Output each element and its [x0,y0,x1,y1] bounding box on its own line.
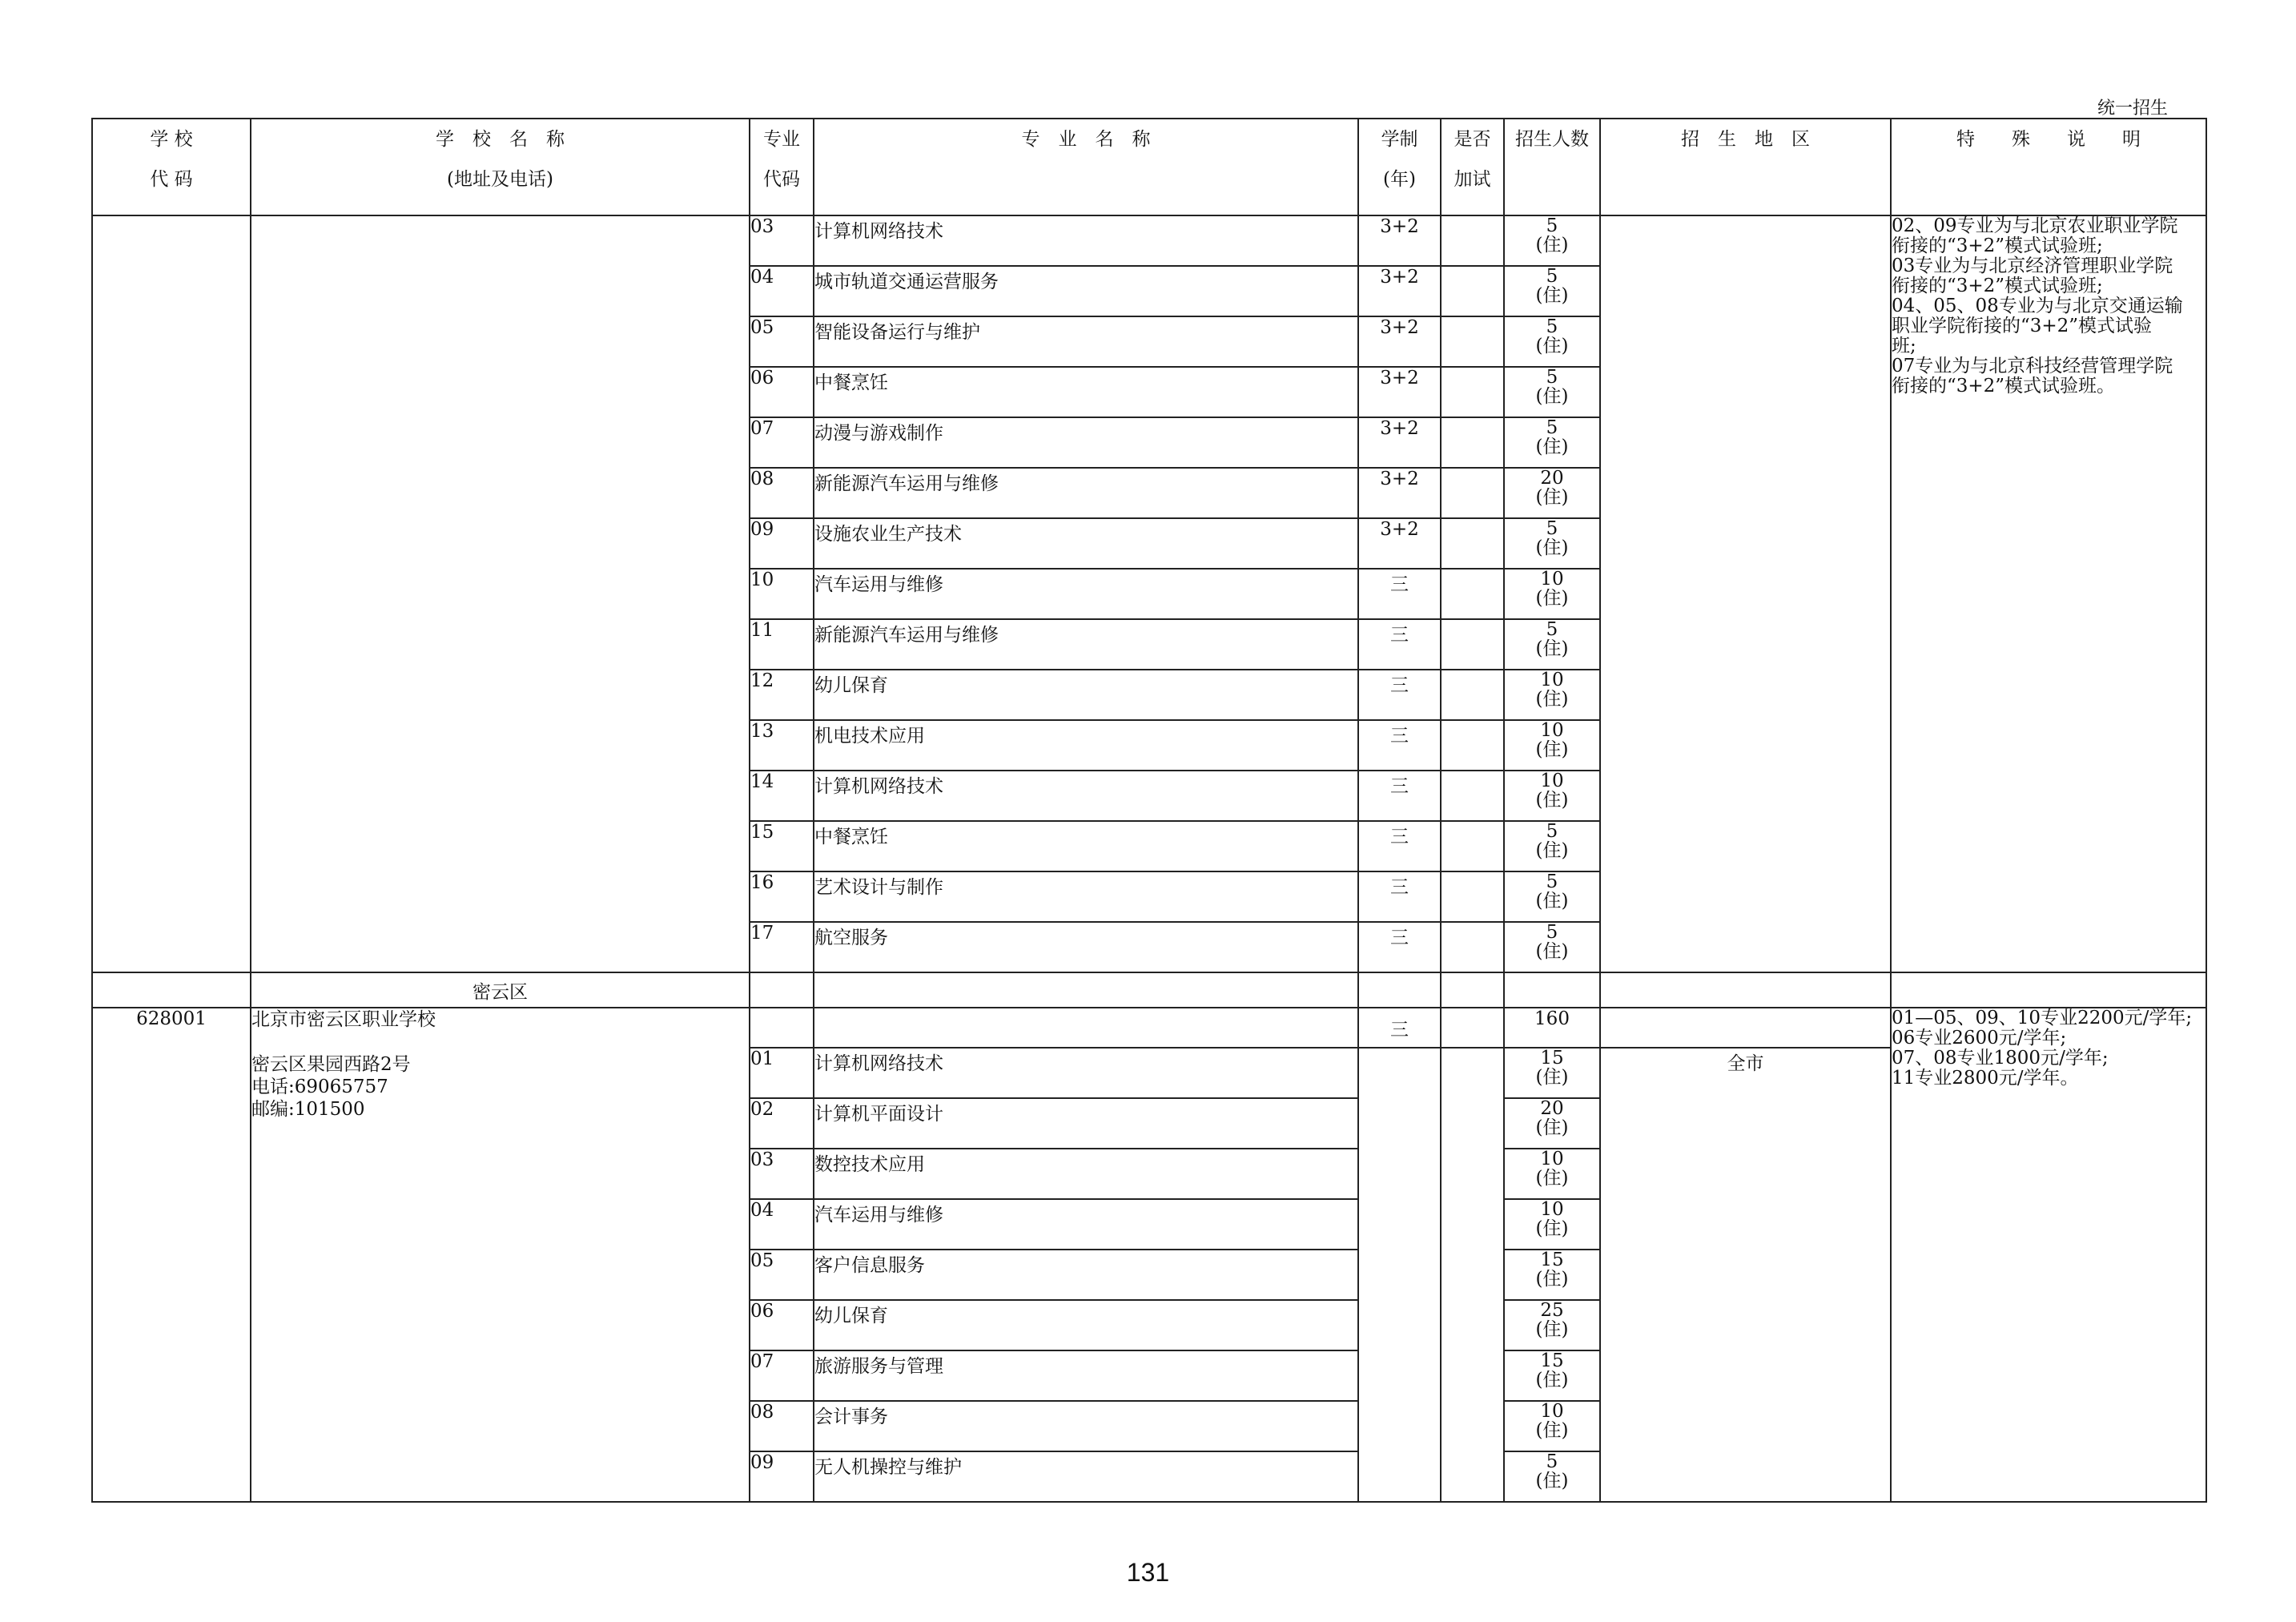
major-code: 03 [750,1149,814,1199]
enrollment-count: 5 (住) [1504,821,1600,871]
district-name: 密云区 [251,972,750,1008]
enrollment-count: 5 (住) [1504,1451,1600,1502]
special-notes: 02、09专业为与北京农业职业学院 衔接的“3+2”模式试验班; 03专业为与北京经济管理职业学院 衔接的“3+2”模式试验班; 04、05、08专业为与北京交通运输 职业学院衔接的“3+2”模式试验 班; 07专业为与北京科技经营管理学院 衔接的“3+2”模式试验班。 [1891,215,2206,972]
enrollment-count: 10 (住) [1504,771,1600,821]
duration: 3+2 [1358,215,1441,266]
major-row [92,215,2206,266]
school-name-cell [251,215,750,972]
enrollment-count: 10 (住) [1504,670,1600,720]
extra-test [1441,771,1504,821]
major-code: 11 [750,619,814,670]
enrollment-count: 25 (住) [1504,1300,1600,1350]
header-major-code: 专业 代码 [750,119,814,215]
enrollment-count: 15 (住) [1504,1350,1600,1401]
major-name: 航空服务 [814,922,1358,972]
major-code: 13 [750,720,814,771]
enrollment-count: 5 (住) [1504,266,1600,316]
header-region: 招 生 地 区 [1600,119,1891,215]
extra-test [1441,619,1504,670]
header-enrollment: 招生人数 [1504,119,1600,215]
enrollment-count: 5 (住) [1504,619,1600,670]
header-school-name: 学 校 名 称 (地址及电话) [251,119,750,215]
enrollment-count: 15 (住) [1504,1250,1600,1300]
header-duration: 学制 (年) [1358,119,1441,215]
major-code: 09 [750,518,814,569]
school-address: 密云区果园西路2号 [251,1054,411,1075]
school-name: 北京市密云区职业学校 [251,1009,436,1030]
enrollment-count: 5 (住) [1504,367,1600,417]
enrollment-count: 10 (住) [1504,720,1600,771]
major-name: 无人机操控与维护 [814,1451,1358,1502]
duration: 三 [1358,619,1441,670]
header-extra-test: 是否 加试 [1441,119,1504,215]
tuition-notes: 01—05、09、10专业2200元/学年; 06专业2600元/学年; 07、08专业1800元/学年; 11专业2800元/学年。 [1891,1008,2206,1502]
district-row [92,972,2206,1008]
extra-test [1441,871,1504,922]
enrollment-table [91,118,2207,1503]
extra-test [1441,720,1504,771]
duration: 三 [1358,922,1441,972]
major-code: 02 [750,1098,814,1149]
major-code: 07 [750,1350,814,1401]
enrollment-count: 10 (住) [1504,1401,1600,1451]
major-name: 幼儿保育 [814,670,1358,720]
major-code: 14 [750,771,814,821]
enrollment-count: 15 (住) [1504,1048,1600,1098]
major-code: 06 [750,367,814,417]
extra-test [1441,215,1504,266]
extra-test [1441,670,1504,720]
major-code: 07 [750,417,814,468]
extra-test [1441,518,1504,569]
enrollment-count: 5 (住) [1504,871,1600,922]
major-name: 城市轨道交通运营服务 [814,266,1358,316]
region-cell [1600,215,1891,972]
duration-cell [1358,1048,1441,1502]
major-name: 计算机网络技术 [814,215,1358,266]
major-code: 12 [750,670,814,720]
major-name: 幼儿保育 [814,1300,1358,1350]
school-duration: 三 [1358,1008,1441,1048]
enrollment-count: 20 (住) [1504,1098,1600,1149]
enrollment-region: 全市 [1600,1048,1891,1502]
duration: 三 [1358,871,1441,922]
page-number: 131 [1126,1558,1170,1587]
major-name: 中餐烹饪 [814,367,1358,417]
extra-test [1441,266,1504,316]
enrollment-count: 5 (住) [1504,518,1600,569]
enrollment-count: 5 (住) [1504,316,1600,367]
duration: 三 [1358,569,1441,619]
enrollment-count: 5 (住) [1504,417,1600,468]
major-name: 新能源汽车运用与维修 [814,619,1358,670]
duration: 3+2 [1358,468,1441,518]
major-code: 05 [750,316,814,367]
major-code: 16 [750,871,814,922]
header-major-name: 专 业 名 称 [814,119,1358,215]
school-info [251,1008,750,1502]
extra-test [1441,821,1504,871]
header-school-code: 学 校 代 码 [92,119,251,215]
enrollment-count: 10 (住) [1504,1199,1600,1250]
enrollment-count: 10 (住) [1504,569,1600,619]
duration: 三 [1358,720,1441,771]
major-code: 17 [750,922,814,972]
major-name: 旅游服务与管理 [814,1350,1358,1401]
major-code: 01 [750,1048,814,1098]
major-name: 艺术设计与制作 [814,871,1358,922]
header-notes: 特 殊 说 明 [1891,119,2206,215]
school-code: 628001 [92,1008,251,1502]
extra-test [1441,417,1504,468]
enrollment-count: 20 (住) [1504,468,1600,518]
school-postcode: 邮编:101500 [251,1099,365,1120]
school-total: 160 [1504,1008,1600,1048]
major-code: 09 [750,1451,814,1502]
major-code: 05 [750,1250,814,1300]
page-tag: 统一招生 [2097,99,2168,119]
enrollment-count: 5 (住) [1504,215,1600,266]
major-code: 10 [750,569,814,619]
enrollment-count: 10 (住) [1504,1149,1600,1199]
extra-test [1441,922,1504,972]
duration: 3+2 [1358,367,1441,417]
extra-test [1441,316,1504,367]
major-name: 动漫与游戏制作 [814,417,1358,468]
major-name: 设施农业生产技术 [814,518,1358,569]
school-phone: 电话:69065757 [251,1077,388,1097]
duration: 3+2 [1358,518,1441,569]
major-code: 15 [750,821,814,871]
duration: 3+2 [1358,417,1441,468]
header-row [92,119,2206,215]
duration: 三 [1358,670,1441,720]
major-name: 汽车运用与维修 [814,1199,1358,1250]
major-name: 客户信息服务 [814,1250,1358,1300]
major-code: 04 [750,266,814,316]
major-name: 机电技术应用 [814,720,1358,771]
school-code-cell [92,215,251,972]
major-name: 中餐烹饪 [814,821,1358,871]
duration: 3+2 [1358,266,1441,316]
enrollment-count: 5 (住) [1504,922,1600,972]
major-name: 数控技术应用 [814,1149,1358,1199]
major-name: 计算机网络技术 [814,771,1358,821]
major-name: 计算机平面设计 [814,1098,1358,1149]
duration: 三 [1358,771,1441,821]
major-code: 08 [750,468,814,518]
extra-test [1441,367,1504,417]
school-summary-row [92,1008,2206,1048]
major-name: 汽车运用与维修 [814,569,1358,619]
extra-test [1441,468,1504,518]
major-name: 会计事务 [814,1401,1358,1451]
major-code: 03 [750,215,814,266]
major-name: 智能设备运行与维护 [814,316,1358,367]
major-name: 新能源汽车运用与维修 [814,468,1358,518]
major-code: 04 [750,1199,814,1250]
extra-test-cell [1441,1048,1504,1502]
district-code-cell [92,972,251,1008]
major-code: 08 [750,1401,814,1451]
extra-test [1441,569,1504,619]
major-code: 06 [750,1300,814,1350]
duration: 三 [1358,821,1441,871]
duration: 3+2 [1358,316,1441,367]
major-name: 计算机网络技术 [814,1048,1358,1098]
